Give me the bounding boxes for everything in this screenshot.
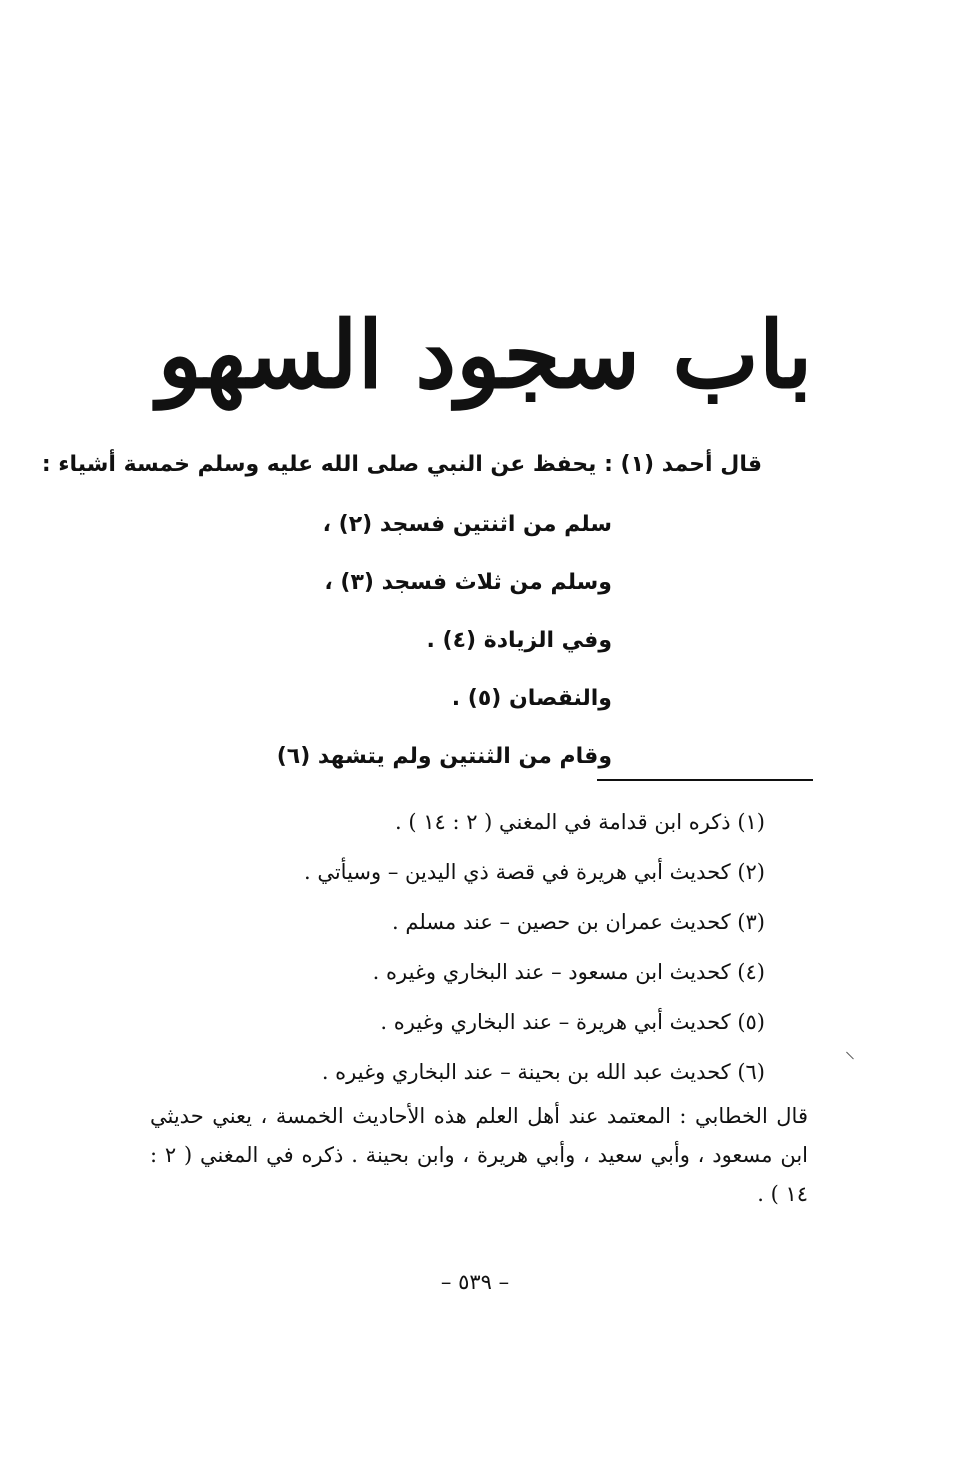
list-item: وفي الزيادة (٤) . bbox=[426, 628, 612, 653]
intro-statement: قال أحمد (١) : يحفظ عن النبي صلى الله عليه وسلم خمسة أشياء : bbox=[41, 452, 762, 477]
footnote: (٥) كحديث أبي هريرة – عند البخاري وغيره . bbox=[380, 1010, 765, 1034]
list-item: وسلم من ثلاث فسجد (٣) ، bbox=[324, 570, 612, 595]
commentary-paragraph: قال الخطابي : المعتمد عند أهل العلم هذه الأحاديث الخمسة ، يعني حديثي ابن مسعود ، وأبي سعيد ، وأبي هريرة ، وابن بحينة . ذكره في المغني ( ٢ : ١٤ ) . bbox=[150, 1104, 808, 1206]
footnote-divider bbox=[597, 779, 813, 781]
list-item: والنقصان (٥) . bbox=[451, 686, 612, 711]
chapter-title: باب سجود السهو bbox=[157, 301, 813, 409]
footnote: (٤) كحديث ابن مسعود – عند البخاري وغيره . bbox=[372, 960, 765, 984]
footnote: (٣) كحديث عمران بن حصين – عند مسلم . bbox=[392, 910, 765, 934]
footnote: (٦) كحديث عبد الله بن بحينة – عند البخاري وغيره . bbox=[321, 1060, 765, 1084]
page-number: – ٥٣٩ – bbox=[440, 1270, 510, 1294]
footnotes bbox=[240, 800, 765, 1100]
footnote: (١) ذكره ابن قدامة في المغني ( ٢ : ١٤ ) . bbox=[395, 810, 765, 834]
list-item: سلم من اثنتين فسجد (٢) ، bbox=[322, 512, 612, 537]
hadith-list bbox=[276, 505, 612, 795]
footnote: (٢) كحديث أبي هريرة في قصة ذي اليدين – وسيأتي . bbox=[303, 860, 765, 884]
list-item: وقام من الثنتين ولم يتشهد (٦) bbox=[276, 744, 612, 769]
scan-mark bbox=[846, 1045, 861, 1060]
